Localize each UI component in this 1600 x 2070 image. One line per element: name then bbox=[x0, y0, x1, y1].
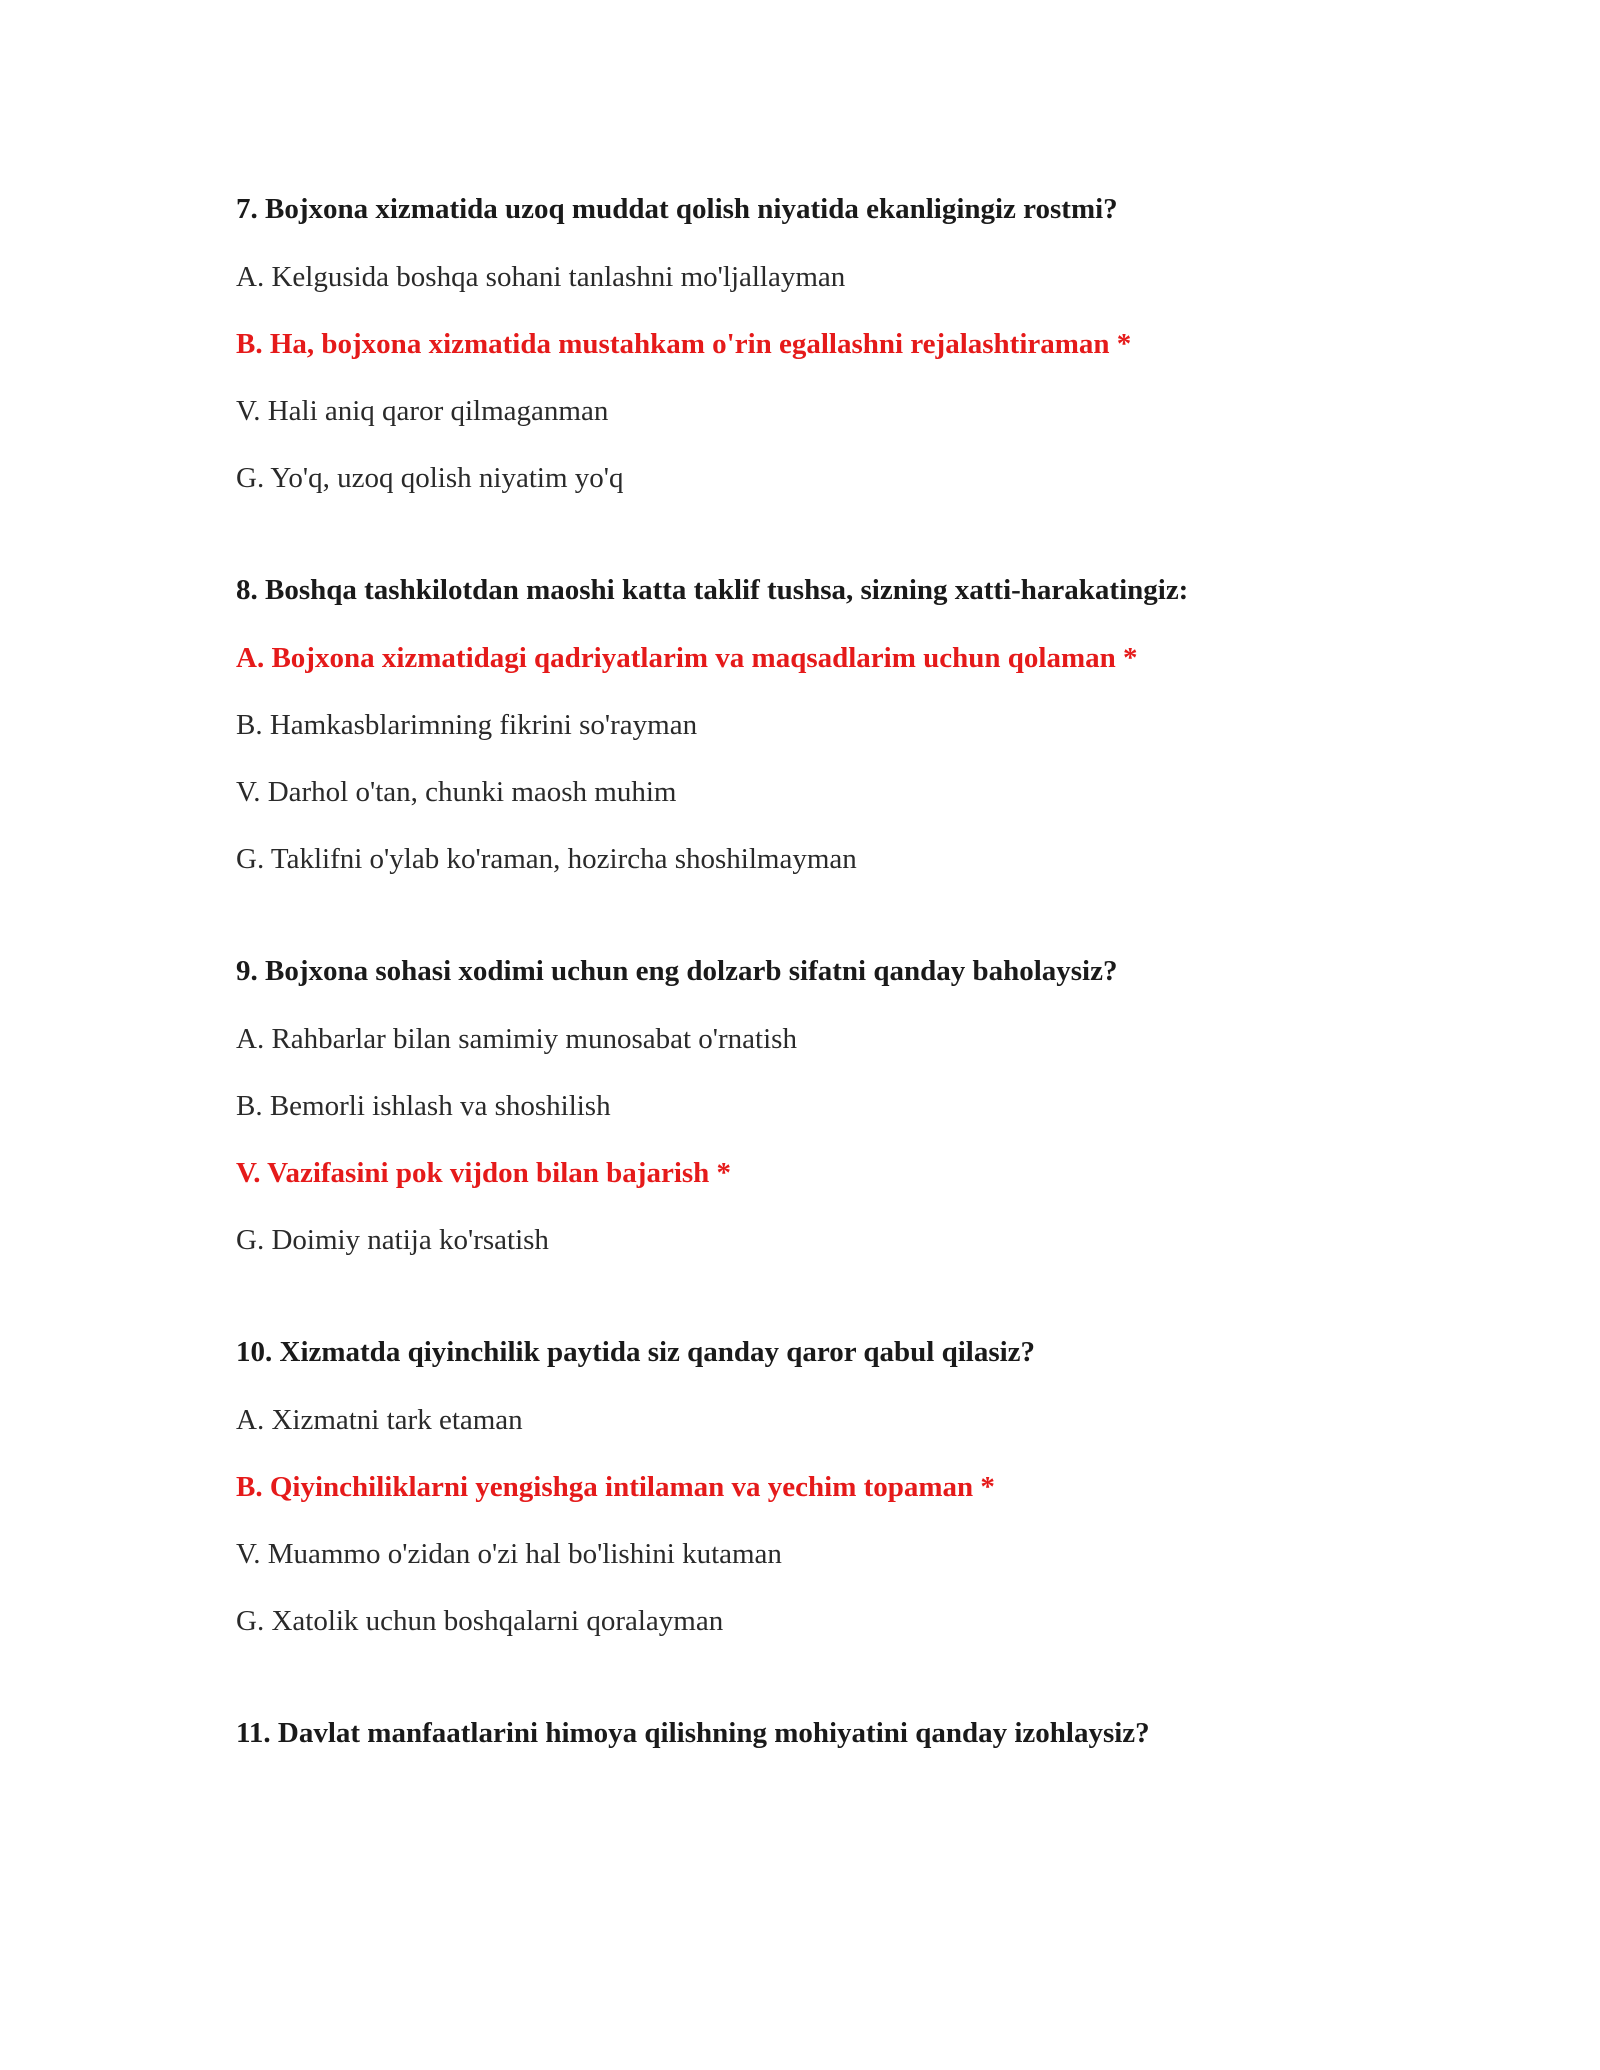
question-title: 9. Bojxona sohasi xodimi uchun eng dolzarb sifatni qanday baholaysiz? bbox=[236, 955, 1118, 987]
question-11 bbox=[236, 1712, 1436, 1754]
answer-option-g: G. Taklifni o'ylab ko'raman, hozircha shoshilmayman bbox=[236, 843, 857, 875]
question-title: 10. Xizmatda qiyinchilik paytida siz qanday qaror qabul qilasiz? bbox=[236, 1336, 1036, 1368]
answer-option-g: G. Yo'q, uzoq qolish niyatim yo'q bbox=[236, 462, 624, 494]
answer-option-a: A. Kelgusida boshqa sohani tanlashni mo'ljallayman bbox=[236, 261, 846, 293]
answer-option-v: V. Muammo o'zidan o'zi hal bo'lishini kutaman bbox=[236, 1538, 782, 1570]
question-9 bbox=[236, 950, 1436, 1261]
answer-option-a: A. Xizmatni tark etaman bbox=[236, 1404, 523, 1436]
question-8 bbox=[236, 569, 1436, 880]
answer-option-v: V. Darhol o'tan, chunki maosh muhim bbox=[236, 776, 677, 808]
question-title: 7. Bojxona xizmatida uzoq muddat qolish niyatida ekanligingiz rostmi? bbox=[236, 193, 1118, 225]
answer-option-v: V. Hali aniq qaror qilmaganman bbox=[236, 395, 609, 427]
question-7 bbox=[236, 188, 1436, 499]
answer-option-a-correct: A. Bojxona xizmatidagi qadriyatlarim va maqsadlarim uchun qolaman * bbox=[236, 642, 1138, 674]
question-10 bbox=[236, 1331, 1436, 1642]
question-title: 8. Boshqa tashkilotdan maoshi katta taklif tushsa, sizning xatti-harakatingiz: bbox=[236, 574, 1189, 606]
answer-option-v-correct: V. Vazifasini pok vijdon bilan bajarish * bbox=[236, 1157, 732, 1189]
answer-option-b: B. Bemorli ishlash va shoshilish bbox=[236, 1090, 611, 1122]
answer-option-b-correct: B. Qiyinchiliklarni yengishga intilaman va yechim topaman * bbox=[236, 1471, 995, 1503]
answer-option-a: A. Rahbarlar bilan samimiy munosabat o'rnatish bbox=[236, 1023, 797, 1055]
answer-option-b-correct: B. Ha, bojxona xizmatida mustahkam o'rin egallashni rejalashtiraman * bbox=[236, 328, 1132, 360]
answer-option-g: G. Doimiy natija ko'rsatish bbox=[236, 1224, 549, 1256]
question-list bbox=[236, 188, 1436, 1824]
answer-option-b: B. Hamkasblarimning fikrini so'rayman bbox=[236, 709, 698, 741]
answer-option-g: G. Xatolik uchun boshqalarni qoralayman bbox=[236, 1605, 724, 1637]
question-title: 11. Davlat manfaatlarini himoya qilishning mohiyatini qanday izohlaysiz? bbox=[236, 1717, 1150, 1749]
